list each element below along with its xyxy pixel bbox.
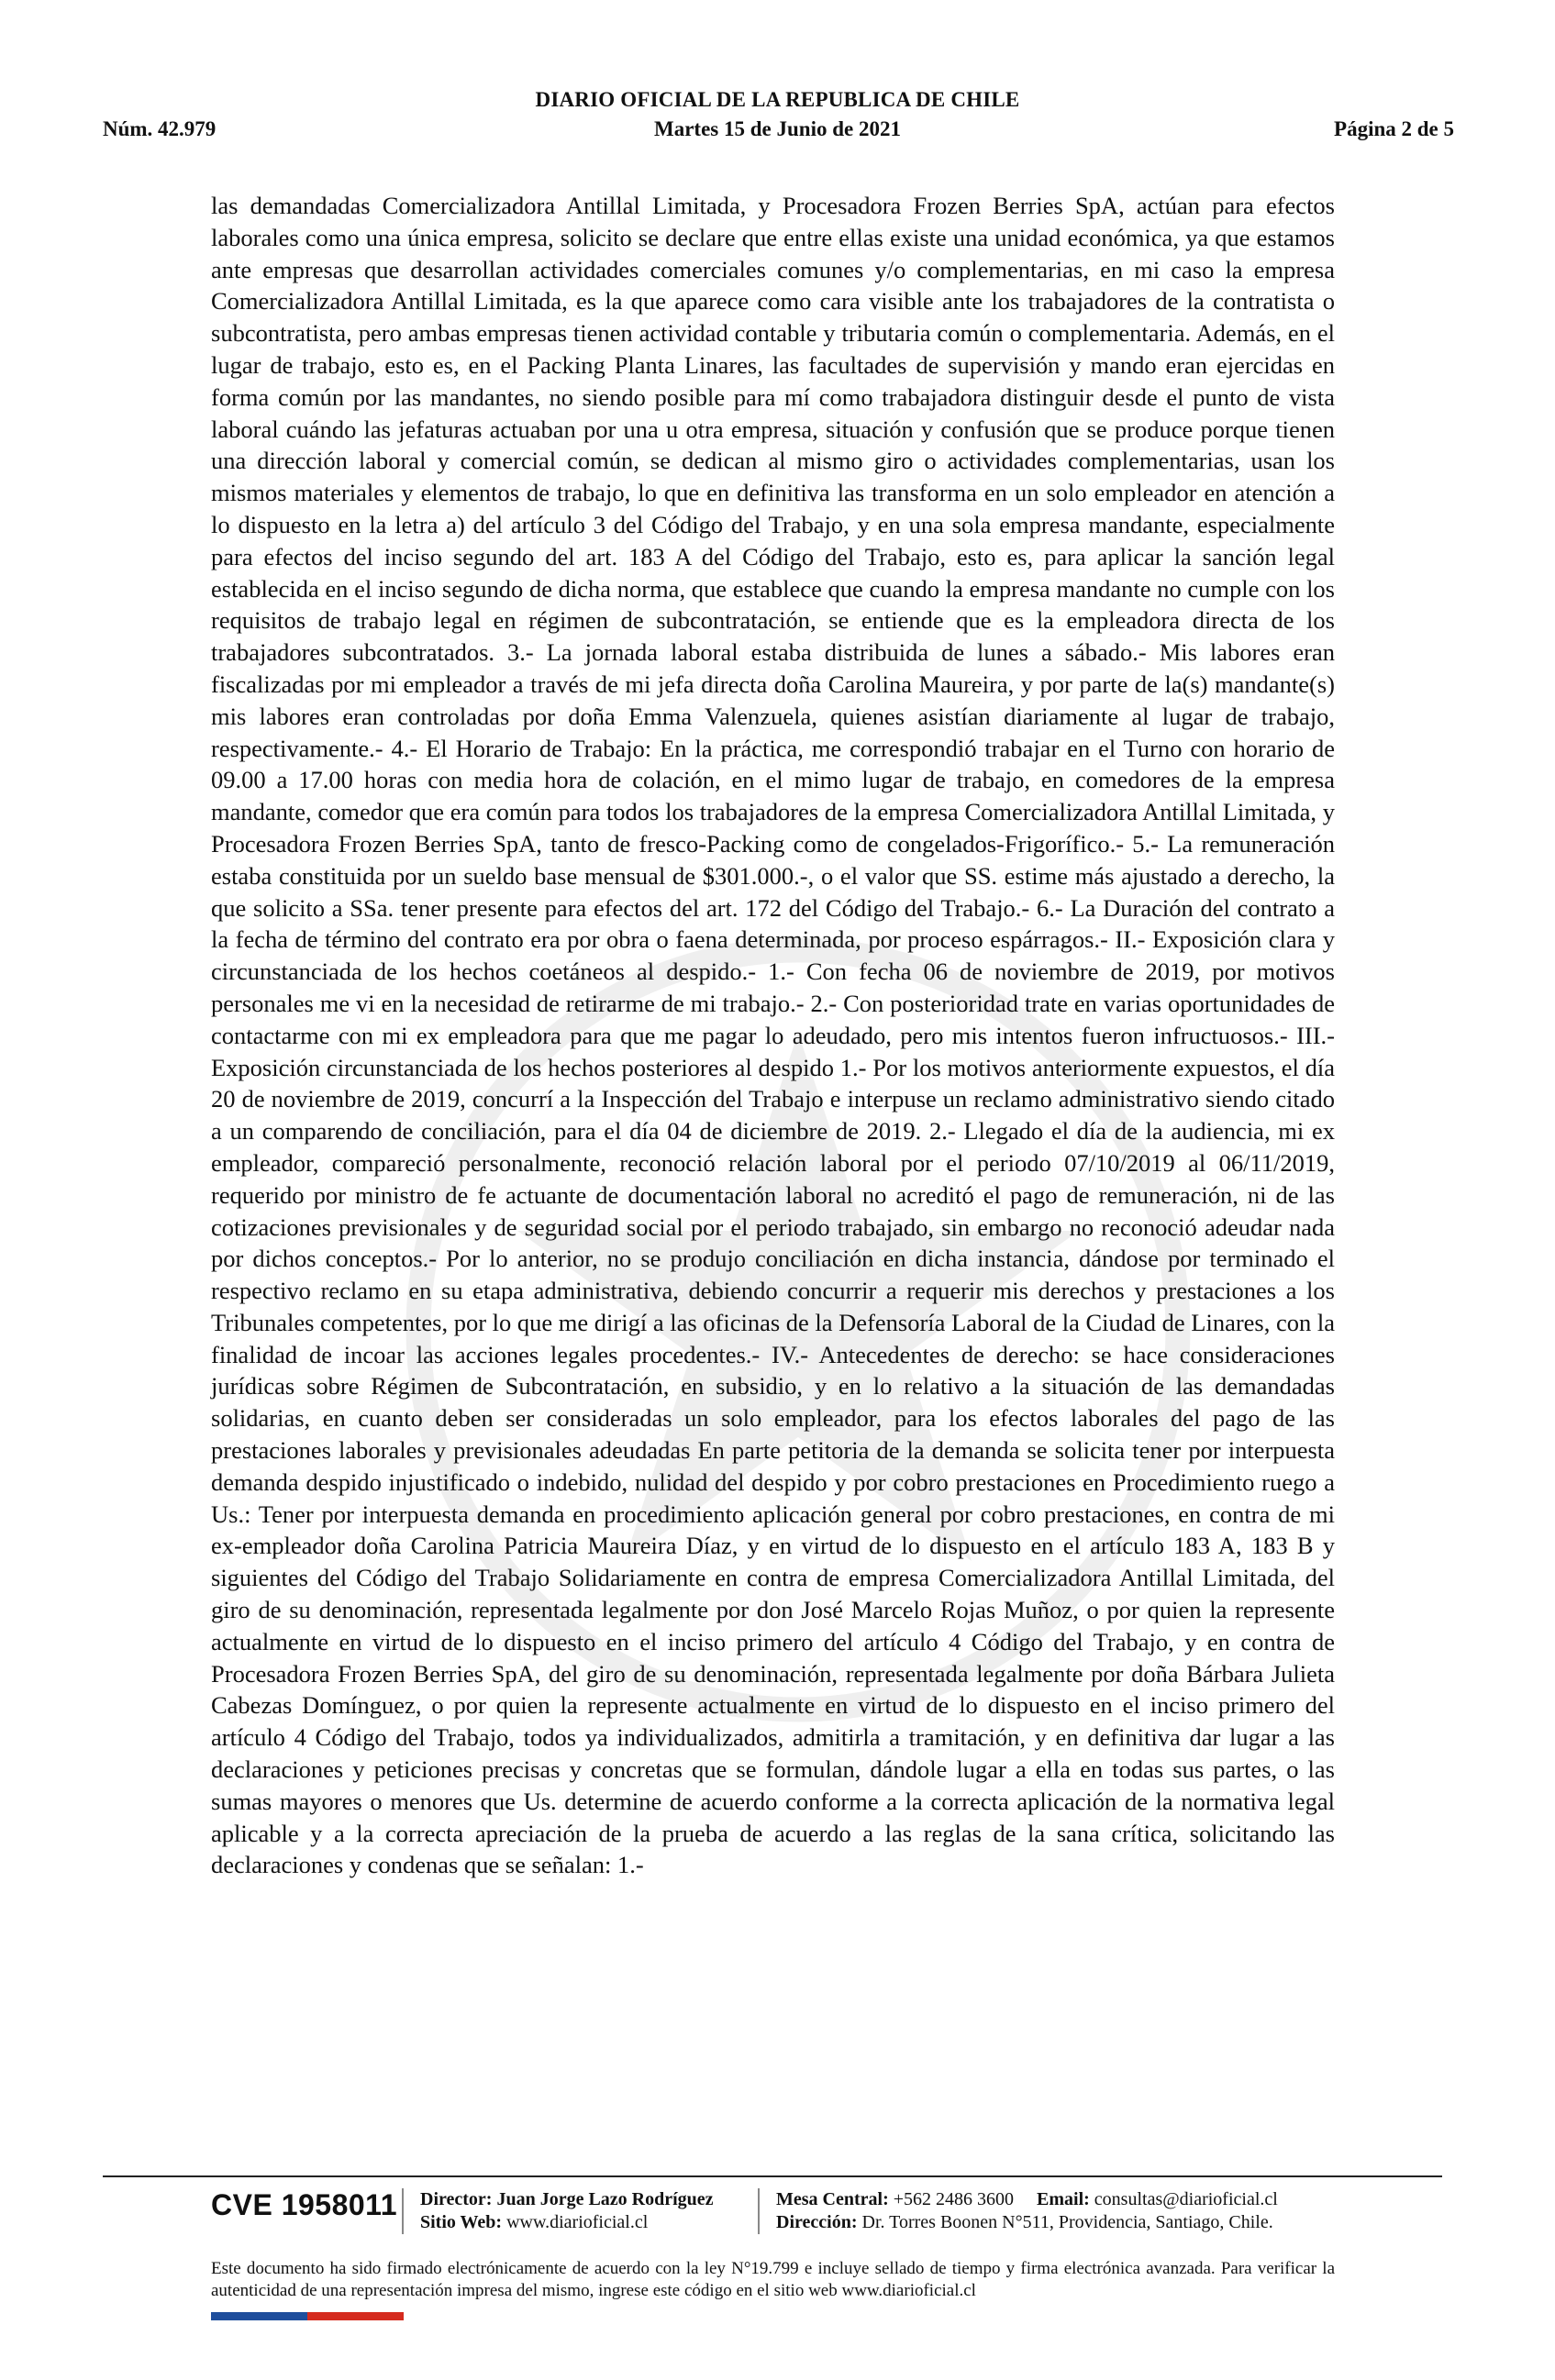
footer-contact-block <box>776 2188 1278 2234</box>
issue-date: Martes 15 de Junio de 2021 <box>654 117 901 140</box>
document-body: las demandadas Comercializadora Antillal Limitada, y Procesadora Frozen Berries SpA, actúan para efectos laborales como una única empresa, solicito se declare que entre ellas existe una unidad económica, ya que estamos ante empresas que desarrollan actividades comerciales comunes y/o complementarias, en mi caso la empresa Comercializadora Antillal Limitada, es la que aparece como cara visible ante los trabajadores de la contratista o subcontratista, pero ambas empresas tienen actividad contable y tributaria común o complementaria. Además, en el lugar de trabajo, esto es, en el Packing Planta Linares, las facultades de supervisión y mando eran ejercidas en forma común por las mandantes, no siendo posible para mí como trabajadora distinguir desde el punto de vista laboral cuándo las jefaturas actuaban por una u otra empresa, situación y confusión que se produce porque tienen una dirección laboral y comercial común, se dedican al mismo giro o actividades complementarias, usan los mismos materiales y elementos de trabajo, lo que en definitiva las transforma en un solo empleador en atención a lo dispuesto en la letra a) del artículo 3 del Código del Trabajo, y en una sola empresa mandante, especialmente para efectos del inciso segundo del art. 183 A del Código del Trabajo, esto es, para aplicar la sanción legal establecida en el inciso segundo de dicha norma, que establece que cuando la empresa mandante no cumple con los requisitos de trabajo legal en régimen de subcontratación, se entiende que es la empleadora directa de los trabajadores subcontratados. 3.- La jornada laboral estaba distribuida de lunes a sábado.- Mis labores eran fiscalizadas por mi empleador a través de mi jefa directa doña Carolina Maureira, y por parte de la(s) mandante(s) mis labores eran controladas por doña Emma Valenzuela, quienes asistían diariamente al lugar de trabajo, respectivamente.- 4.- El Horario de Trabajo: En la práctica, me correspondió trabajar en el Turno con horario de 09.00 a 17.00 horas con media hora de colación, en el mimo lugar de trabajo, en comedores de la empresa mandante, comedor que era común para todos los trabajadores de la empresa Comercializadora Antillal Limitada, y Procesadora Frozen Berries SpA, tanto de fresco-Packing como de congelados-Frigorífico.- 5.- La remuneración estaba constituida por un sueldo base mensual de $301.000.-, o el valor que SS. estime más ajustado a derecho, la que solicito a SSa. tener presente para efectos del art. 172 del Código del Trabajo.- 6.- La Duración del contrato a la fecha de término del contrato era por obra o faena determinada, por proceso espárragos.- II.- Exposición clara y circunstanciada de los hechos coetáneos al despido.- 1.- Con fecha 06 de noviembre de 2019, por motivos personales me vi en la necesidad de retirarme de mi trabajo.- 2.- Con posterioridad trate en varias oportunidades de contactarme con mi ex empleadora para que me pagar lo adeudado, pero mis intentos fueron infructuosos.- III.- Exposición circunstanciada de los hechos posteriores al despido 1.- Por los motivos anteriormente expuestos, el día 20 de noviembre de 2019, concurrí a la Inspección del Trabajo e interpuse un reclamo administrativo siendo citado a un comparendo de conciliación, para el día 04 de diciembre de 2019. 2.- Llegado el día de la audiencia, mi ex empleador, compareció personalmente, reconoció relación laboral por el periodo 07/10/2019 al 06/11/2019, requerido por ministro de fe actuante de documentación laboral no acreditó el pago de remuneración, ni de las cotizaciones previsionales y de seguridad social por el periodo trabajado, sin embargo no reconoció adeudar nada por dichos conceptos.- Por lo anterior, no se produjo conciliación en dicha instancia, dándose por terminado el respectivo reclamo en su etapa administrativa, debiendo concurrir a requerir mis derechos y prestaciones a los Tribunales competentes, por lo que me dirigí a las oficinas de la Defensoría Laboral de la Ciudad de Linares, con la finalidad de incoar las acciones legales procedentes.- IV.- Antecedentes de derecho: se hace consideraciones jurídicas sobre Régimen de Subcontratación, en subsidio, y en lo relativo a la situación de las demandadas solidarias, en cuanto deben ser consideradas un solo empleador, para los efectos laborales del pago de las prestaciones laborales y previsionales adeudadas En parte petitoria de la demanda se solicita tener por interpuesta demanda despido injustificado o indebido, nulidad del despido y por cobro prestaciones en Procedimiento ruego a Us.: Tener por interpuesta demanda en procedimiento aplicación general por cobro prestaciones, en contra de mi ex-empleador doña Carolina Patricia Maureira Díaz, y en virtud de lo dispuesto en el artículo 183 A, 183 B y siguientes del Código del Trabajo Solidariamente en contra de empresa Comercializadora Antillal Limitada, del giro de su denominación, representada legalmente por don José Marcelo Rojas Muñoz, o por quien la represente actualmente en virtud de lo dispuesto en el inciso primero del artículo 4 Código del Trabajo, y en contra de Procesadora Frozen Berries SpA, del giro de su denominación, representada legalmente por doña Bárbara Julieta Cabezas Domínguez, o por quien la represente actualmente en virtud de lo dispuesto en el inciso primero del artículo 4 Código del Trabajo, todos ya individualizados, admitirla a tramitación, y en definitiva dar lugar a las declaraciones y peticiones precisas y concretas que se formulan, dándole lugar a ella en todas sus partes, o las sumas mayores o menores que Us. determine de acuerdo conforme a la correcta aplicación de la normativa legal aplicable y a la correcta apreciación de la prueba de acuerdo a las reglas de la sana crítica, solicitando las declaraciones y condenas que se señalan: 1.- <box>211 192 1335 1879</box>
cve-code: CVE 1958011 <box>211 2188 397 2221</box>
footer-divider <box>103 2175 1442 2177</box>
mesa-phone: +562 2486 3600 <box>893 2189 1015 2209</box>
director-label: Director: <box>420 2189 493 2209</box>
flag-blue-segment <box>211 2312 307 2320</box>
footer-separator <box>402 2188 404 2234</box>
email-link[interactable]: consultas@diarioficial.cl <box>1094 2189 1278 2209</box>
newspaper-title: DIARIO OFICIAL DE LA REPUBLICA DE CHILE <box>535 88 1020 111</box>
footer-director-block <box>420 2188 714 2234</box>
footer-separator <box>758 2188 760 2234</box>
footer-flag-stripe <box>211 2312 404 2320</box>
page-indicator: Página 2 de 5 <box>1334 117 1454 140</box>
website-link[interactable]: www.diarioficial.cl <box>506 2212 649 2232</box>
electronic-signature-notice: Este documento ha sido firmado electrónicamente de acuerdo con la ley N°19.799 e incluye sellado de tiempo y firma electrónica avanzada. Para verificar la autenticidad de una representación impresa del mismo, ingrese este código en el sitio web www.diarioficial.cl <box>211 2259 1335 2300</box>
website-label: Sitio Web: <box>420 2212 503 2232</box>
flag-red-segment <box>307 2312 404 2320</box>
director-name: Juan Jorge Lazo Rodríguez <box>496 2189 714 2209</box>
issue-number: Núm. 42.979 <box>103 117 217 140</box>
address-label: Dirección: <box>776 2212 858 2232</box>
address-value: Dr. Torres Boonen N°511, Providencia, Santiago, Chile. <box>861 2212 1273 2232</box>
email-label: Email: <box>1037 2189 1090 2209</box>
mesa-label: Mesa Central: <box>776 2189 889 2209</box>
